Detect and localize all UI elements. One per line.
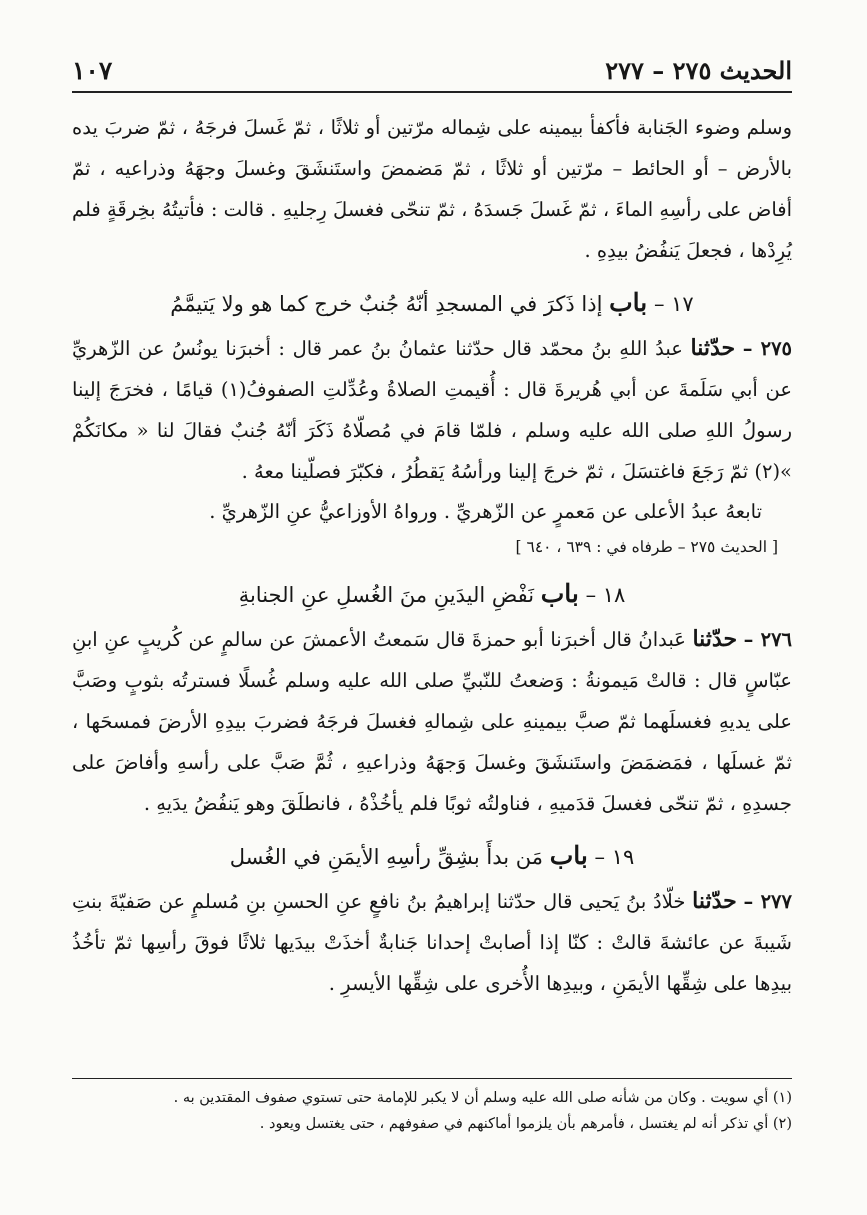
page-number: ١٠٧ [72, 56, 113, 85]
chapter-heading-18 [72, 574, 792, 615]
chapter-word: باب [609, 288, 648, 317]
hadith-277 [72, 881, 792, 1004]
chapter-heading-19 [72, 836, 792, 877]
running-header [72, 56, 792, 93]
chapter-number: ١٧ – [653, 292, 694, 316]
page-body [72, 56, 792, 1004]
haddathana-word: حدّثنا [692, 888, 737, 914]
hadith-275 [72, 328, 792, 492]
hadith-text: عَبدانُ قال أخبرَنا أبو حمزةَ قال سَمعتُ الأعمشَ عن سالمٍ عن كُريبٍ عنِ ابنِ عبّاسٍ قال : قالتْ مَيمونةُ : وَضعتُ للنّبيِّ صلى الله عليه وسلم غُسلًا فسترتُه بثوبٍ وصَبَّ على يديهِ فغسلَهما ثمّ صبَّ بيمينهِ على شِمالهِ فغسلَ فرجَهُ فضربَ بيدِهِ الأرضَ فمسحَها ، ثمّ غسلَها ، فمَضمَضَ واستَنشَقَ وغسلَ وَجهَهُ وذراعيهِ ، ثُمَّ صَبَّ على رأسهِ وأفاضَ على جسدِهِ ، ثمّ تنحّى فغسلَ قدَميهِ ، فناولتُه ثوبًا فلم يأخُذْهُ ، فانطلَقَ وهو يَنفُضُ يدَيهِ . [72, 628, 792, 815]
footnote-1: (١) أي سويت . وكان من شأنه صلى الله عليه وسلم أن لا يكبر للإمامة حتى تستوي صفوف المقتدين به . [173, 1090, 792, 1106]
chapter-word: باب [549, 841, 588, 870]
chapter-number: ١٩ – [594, 845, 635, 869]
chapter-word: باب [540, 579, 579, 608]
header-title: الحديث ٢٧٥ – ٢٧٧ [605, 56, 792, 85]
chapter-heading-17 [72, 283, 792, 324]
chapter-title: نَفْضِ اليدَينِ منَ الغُسلِ عنِ الجنابةِ [238, 583, 535, 607]
paragraph-continuation: وسلم وضوء الجَنابة فأكفأ بيمينه على شِماله مرّتين أو ثلاثًا ، ثمّ غَسلَ فرجَهُ ، ثمّ ضربَ يده بالأرض – أو الحائط – مرّتين أو ثلاثًا ، ثمّ مَضمضَ واستَنشَقَ وغسلَ وجهَهُ وذراعيه ، ثمّ أفاض على رأسِهِ الماءَ ، ثمّ غَسلَ جَسدَهُ ، ثمّ تنحّى فغسلَ رِجليهِ . قالت : فأتيتُهُ بخِرقَةٍ فلم يُرِدْها ، فجعلَ يَنفُضُ بيدِهِ . [72, 116, 792, 262]
mutaba-note: تابعهُ عبدُ الأعلى عن مَعمرٍ عن الزّهريِّ . ورواهُ الأوزاعيُّ عنِ الزّهريِّ . [209, 500, 762, 523]
footnote-2: (٢) أي تذكر أنه لم يغتسل ، فأمرهم بأن يلزموا أماكنهم في صفوفهم ، حتى يغتسل ويعود . [259, 1116, 792, 1132]
footnotes [72, 1078, 792, 1137]
hadith-number: ٢٧٥ – [742, 337, 793, 360]
haddathana-word: حدّثنا [692, 626, 738, 652]
hadith-number: ٢٧٦ – [743, 628, 793, 651]
chapter-number: ١٨ – [585, 583, 626, 607]
hadith-text: عبدُ اللهِ بنُ محمّد قال حدّثنا عثمانُ بنُ عمر قال : أخبرَنا يونُسُ عن الزّهريِّ عن أبي سَلَمةَ عن أبي هُريرةَ قال : أُقيمتِ الصلاةُ وعُدِّلتِ الصفوفُ(١) قيامًا ، فخرَجَ إلينا رسولُ اللهِ صلى الله عليه وسلم ، فلمّا قامَ في مُصلّاهُ ذَكَرَ أنّهُ جُنبٌ فقالَ لنا « مكانَكُمْ »(٢) ثمّ رَجَعَ فاغتسَلَ ، ثمّ خرجَ إلينا ورأسُهُ يَقطُرُ ، فكبّرَ فصلّينا معهُ . [72, 337, 792, 483]
haddathana-word: حدّثنا [690, 335, 736, 361]
cross-reference: [ الحديث ٢٧٥ – طرفاه في : ٦٣٩ ، ٦٤٠ ] [515, 538, 778, 556]
hadith-number: ٢٧٧ – [743, 890, 792, 913]
hadith-text: خلّادُ بنُ يَحيى قال حدّثنا إبراهيمُ بنُ نافعٍ عنِ الحسنِ بنِ مُسلمٍ عن صَفيّةَ بنتِ شَيبةَ عن عائشةَ قالتْ : كنّا إذا أصابتْ إحدانا جَنابةٌ أخذَتْ بيدَيها ثلاثًا فوقَ رأسِها ثمّ تأخُذُ بيدِها على شِقِّها الأيمَنِ ، وبيدِها الأُخرى على شِقِّها الأيسرِ . [72, 890, 792, 995]
hadith-276 [72, 619, 792, 824]
chapter-title: مَن بدأَ بشِقِّ رأسِهِ الأيمَنِ في الغُسل [229, 845, 543, 869]
chapter-title: إذا ذَكرَ في المسجدِ أنّهُ جُنبٌ خرج كما هو ولا يَتيمَّمُ [170, 292, 603, 316]
